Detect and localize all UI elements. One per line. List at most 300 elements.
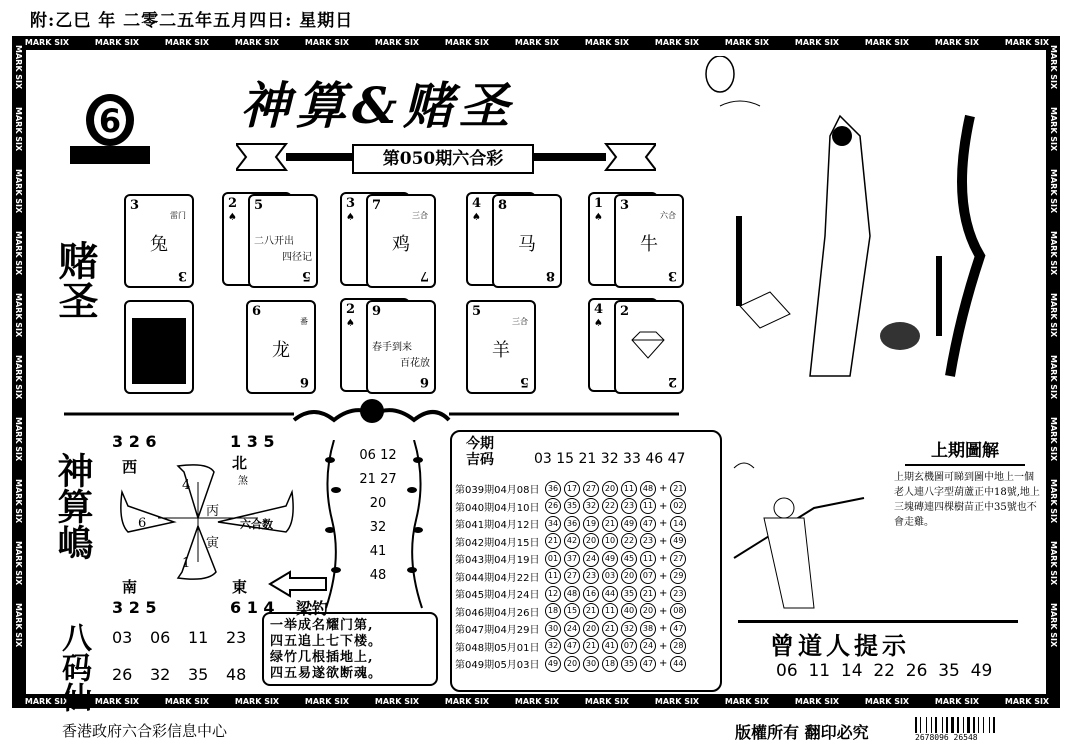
- jinqi-label: [466, 436, 494, 468]
- mark-six-label: MARK SIX: [14, 230, 23, 276]
- mark-six-label: MARK SIX: [234, 38, 280, 47]
- playing-card-front: [366, 194, 436, 288]
- history-ball: 18: [545, 603, 561, 619]
- vine-number: 32: [369, 520, 387, 535]
- history-special-ball: 44: [670, 656, 686, 672]
- mark-six-label: MARK SIX: [1049, 44, 1058, 90]
- history-label: 第039期04月08日: [455, 485, 540, 497]
- history-ball: 49: [621, 516, 637, 532]
- history-ball: 36: [545, 481, 561, 497]
- mark-six-label: MARK SIX: [374, 38, 420, 47]
- plus-sign: +: [659, 535, 668, 547]
- plus-sign: +: [659, 658, 668, 670]
- mark-six-label: MARK SIX: [164, 697, 210, 706]
- barcode-bar: [920, 717, 921, 733]
- card-number: 3: [620, 198, 630, 213]
- cross-yin: 寅: [206, 536, 220, 551]
- cross-sha: 煞: [238, 476, 248, 487]
- jinqi-label-b: 吉码: [466, 452, 494, 468]
- vine-numbers: [346, 448, 410, 592]
- daoren-numbers: 06 11 14 22 26 35 49: [776, 661, 993, 681]
- mark-six-label: MARK SIX: [1049, 478, 1058, 524]
- spade-icon: ♠: [346, 212, 355, 223]
- mark-six-label: MARK SIX: [794, 38, 840, 47]
- barcode-icon: [915, 717, 1007, 733]
- bama-number: 32: [150, 665, 171, 684]
- card-number: 9: [372, 304, 382, 319]
- mark-six-label: MARK SIX: [94, 697, 140, 706]
- history-ball: 48: [640, 481, 656, 497]
- spade-icon: ♠: [228, 212, 237, 223]
- wave-divider: [64, 398, 679, 428]
- history-ball: 11: [621, 481, 637, 497]
- barcode-bar: [983, 717, 984, 733]
- history-ball: 07: [621, 638, 637, 654]
- barcode-bar: [967, 717, 970, 733]
- history-special-ball: 29: [670, 568, 686, 584]
- history-ball: 03: [602, 568, 618, 584]
- mark-six-label: MARK SIX: [14, 168, 23, 214]
- mark-six-label: MARK SIX: [584, 697, 630, 706]
- history-row: [455, 568, 710, 586]
- history-ball: 22: [621, 533, 637, 549]
- playing-card-front: [492, 194, 562, 288]
- cross-west: 西: [122, 458, 138, 476]
- card-number-bottom: 8: [545, 268, 555, 283]
- mark-six-label: MARK SIX: [1049, 602, 1058, 648]
- bama-number: 06: [150, 628, 171, 647]
- history-ball: 16: [583, 586, 599, 602]
- history-ball: 38: [640, 621, 656, 637]
- history-ball: 37: [564, 551, 580, 567]
- history-ball: 23: [621, 498, 637, 514]
- card-number: 6: [252, 304, 262, 319]
- page-title: 神算&赌圣: [240, 76, 516, 135]
- card-number: 7: [130, 304, 140, 319]
- playing-card-front: [614, 194, 684, 288]
- cross-num-1: 1: [182, 556, 191, 571]
- barcode-bar: [942, 717, 943, 733]
- spade-icon: ♠: [594, 318, 603, 329]
- plus-sign: +: [659, 483, 668, 495]
- mark-six-label: MARK SIX: [374, 697, 420, 706]
- poem-line: 四五追上七下楼。: [270, 634, 383, 649]
- history-ball: 20: [640, 603, 656, 619]
- cross-south: 南: [122, 578, 138, 596]
- card-number: 8: [498, 198, 508, 213]
- last-issue-heading: 上期圖解: [905, 436, 1025, 466]
- cross-bing: 丙: [206, 504, 220, 519]
- history-ball: 41: [602, 638, 618, 654]
- playing-card-front: [246, 300, 316, 394]
- playing-card-front: [124, 300, 194, 394]
- mark-six-label: MARK SIX: [864, 697, 910, 706]
- bama-number: 35: [188, 665, 209, 684]
- card-number: 2: [620, 304, 630, 319]
- history-ball: 32: [583, 498, 599, 514]
- history-ball: 20: [583, 533, 599, 549]
- jinqi-numbers: 03 15 21 32 33 46 47: [534, 451, 686, 467]
- history-ball: 11: [545, 568, 561, 584]
- diamond-icon: [628, 330, 668, 360]
- card-text-line: 二八开出: [254, 236, 294, 247]
- spade-icon: ♠: [594, 212, 603, 223]
- mark-six-label: MARK SIX: [724, 697, 770, 706]
- history-label: 第046期04月26日: [455, 607, 540, 619]
- cross-north: 北: [232, 454, 248, 472]
- card-text-line: 四径记: [282, 252, 312, 263]
- card-tag: 六合: [660, 211, 676, 220]
- history-ball: 36: [564, 516, 580, 532]
- bama-number: 26: [112, 665, 133, 684]
- poem-label: 梁钓: [296, 599, 329, 618]
- dusheng-label: 赌圣: [52, 240, 99, 320]
- mark-six-label: MARK SIX: [1049, 416, 1058, 462]
- playing-card-front: [366, 300, 436, 394]
- history-ball: 45: [621, 551, 637, 567]
- mark-six-label: MARK SIX: [1049, 106, 1058, 152]
- history-ball: 11: [640, 551, 656, 567]
- history-ball: 21: [583, 638, 599, 654]
- spade-icon: ♠: [346, 318, 355, 329]
- cross-bottom-right-numbers: 6 1 4: [230, 598, 275, 617]
- vine-number: 21 27: [359, 472, 397, 487]
- mark-six-label: MARK SIX: [24, 697, 70, 706]
- cross-heshu: 六合数: [240, 518, 273, 531]
- date-line: 附:乙巳 年 二零二五年五月四日: 星期日: [30, 11, 354, 31]
- mark-six-label: MARK SIX: [1049, 230, 1058, 276]
- card-zodiac: 羊: [492, 340, 510, 361]
- barcode-bar: [946, 717, 948, 733]
- history-row: [455, 498, 710, 516]
- history-special-ball: 14: [670, 516, 686, 532]
- mark-six-label: MARK SIX: [1049, 292, 1058, 338]
- history-ball: 35: [621, 586, 637, 602]
- issue-title: 第050期六合彩: [352, 144, 534, 174]
- history-label: 第040期04月10日: [455, 502, 540, 514]
- bama-number: 23: [226, 628, 247, 647]
- history-ball: 19: [583, 516, 599, 532]
- barcode-bar: [935, 717, 937, 733]
- history-special-ball: 49: [670, 533, 686, 549]
- history-special-ball: 47: [670, 621, 686, 637]
- barcode-bar: [951, 717, 954, 733]
- history-ball: 20: [602, 481, 618, 497]
- history-ball: 21: [602, 516, 618, 532]
- history-ball: 12: [545, 586, 561, 602]
- card-number: 3: [346, 196, 356, 211]
- plus-sign: +: [659, 640, 668, 652]
- barcode-bar: [931, 717, 932, 733]
- history-ball: 24: [640, 638, 656, 654]
- history-ball: 30: [545, 621, 561, 637]
- poem-box: [262, 612, 438, 686]
- footer-source: 香港政府六合彩信息中心: [62, 722, 228, 740]
- mark-six-label: MARK SIX: [584, 38, 630, 47]
- card-number-bottom: 2: [667, 374, 677, 389]
- bama-number: 03: [112, 628, 133, 647]
- history-label: 第049期05月03日: [455, 660, 540, 672]
- mark-six-label: MARK SIX: [14, 602, 23, 648]
- mark-six-label: MARK SIX: [14, 354, 23, 400]
- history-ball: 47: [640, 656, 656, 672]
- mark-six-label: MARK SIX: [934, 697, 980, 706]
- history-row: [455, 515, 710, 533]
- mark-six-label: MARK SIX: [1049, 168, 1058, 214]
- history-ball: 21: [602, 621, 618, 637]
- history-special-ball: 02: [670, 498, 686, 514]
- history-row: [455, 550, 710, 568]
- history-ball: 27: [583, 481, 599, 497]
- history-ball: 11: [602, 603, 618, 619]
- cross-bottom-left-numbers: 3 2 5: [112, 598, 157, 617]
- card-number-bottom: 6: [299, 374, 309, 389]
- history-ball: 21: [583, 603, 599, 619]
- history-ball: 40: [621, 603, 637, 619]
- history-ball: 17: [564, 481, 580, 497]
- history-ball: 32: [545, 638, 561, 654]
- history-ball: 10: [602, 533, 618, 549]
- card-number: 2: [346, 302, 356, 317]
- poem-line: 绿竹几根插地上,: [270, 650, 374, 665]
- cross-num-6: 6: [138, 516, 147, 531]
- card-number-bottom: 6: [419, 374, 429, 389]
- history-label: 第042期04月15日: [455, 537, 540, 549]
- history-ball: 20: [564, 656, 580, 672]
- mark-six-label: MARK SIX: [724, 38, 770, 47]
- jinqi-label-a: 今期: [466, 436, 494, 452]
- vine-number: 48: [369, 568, 387, 583]
- history-label: 第047期04月29日: [455, 625, 540, 637]
- history-ball: 23: [583, 568, 599, 584]
- history-ball: 20: [583, 621, 599, 637]
- playing-card-front: [466, 300, 536, 394]
- plus-sign: +: [659, 518, 668, 530]
- history-ball: 30: [583, 656, 599, 672]
- vine-number: 06 12: [359, 448, 397, 463]
- card-tag: 三合: [412, 211, 428, 220]
- mark-six-label: MARK SIX: [1004, 697, 1050, 706]
- card-number: 4: [472, 196, 482, 211]
- daoren-divider: [738, 620, 1018, 623]
- card-zodiac: 兔: [150, 234, 168, 255]
- plus-sign: +: [659, 553, 668, 565]
- history-ball: 34: [545, 516, 561, 532]
- card-number-bottom: 5: [301, 268, 311, 283]
- poem-line: 一举成名耀门第,: [270, 618, 374, 633]
- daoren-heading: 曾道人提示: [770, 631, 910, 660]
- history-row: [455, 533, 710, 551]
- mark-six-label: MARK SIX: [14, 416, 23, 462]
- history-ball: 35: [564, 498, 580, 514]
- bama-label: 八码仙: [56, 622, 91, 712]
- history-ball: 24: [564, 621, 580, 637]
- mark-six-label: MARK SIX: [514, 38, 560, 47]
- history-ball: 22: [602, 498, 618, 514]
- history-ball: 11: [640, 498, 656, 514]
- shensuan-label: 神算嶋: [52, 452, 94, 560]
- mark-six-label: MARK SIX: [304, 697, 350, 706]
- barcode-bar: [993, 717, 995, 733]
- history-ball: 49: [545, 656, 561, 672]
- last-issue-text: 上期玄機圖可睇到圖中地上一個老人連八字型葫蘆正中18號,地上三塊磚連四棵樹苗正中35號也不會走雞。: [894, 472, 1040, 528]
- history-ball: 49: [602, 551, 618, 567]
- history-label: 第044期04月22日: [455, 572, 540, 584]
- history-table: [455, 480, 710, 673]
- mark-six-label: MARK SIX: [14, 478, 23, 524]
- mark-six-label: MARK SIX: [444, 697, 490, 706]
- history-special-ball: 08: [670, 603, 686, 619]
- barcode-bar: [963, 717, 964, 733]
- card-tag: 三合: [512, 317, 528, 326]
- barcode-bar: [989, 717, 990, 733]
- mark-six-label: MARK SIX: [514, 697, 560, 706]
- svg-text:6: 6: [98, 102, 122, 140]
- mark-six-label: MARK SIX: [14, 292, 23, 338]
- border-left-strip: [14, 36, 23, 656]
- playing-card-front: [248, 194, 318, 288]
- history-label: 第041期04月12日: [455, 520, 540, 532]
- card-number-bottom: 5: [519, 374, 529, 389]
- cross-top-right-numbers: 1 3 5: [230, 432, 275, 451]
- history-ball: 47: [564, 638, 580, 654]
- card-text-line: 春手到来: [372, 342, 412, 353]
- mark-six-label: MARK SIX: [94, 38, 140, 47]
- mark-six-label: MARK SIX: [164, 38, 210, 47]
- history-label: 第045期04月24日: [455, 590, 540, 602]
- history-special-ball: 23: [670, 586, 686, 602]
- border-right-strip: [1049, 36, 1058, 656]
- history-ball: 24: [583, 551, 599, 567]
- history-special-ball: 27: [670, 551, 686, 567]
- poem-line: 四五易遂欲断魂。: [270, 666, 383, 681]
- mark-six-label: MARK SIX: [1049, 540, 1058, 586]
- cross-east: 東: [232, 578, 248, 596]
- history-ball: 18: [602, 656, 618, 672]
- old-man-illustration: [724, 448, 894, 613]
- mark-six-label: MARK SIX: [654, 697, 700, 706]
- history-row: [455, 655, 710, 673]
- plus-sign: +: [659, 570, 668, 582]
- barcode-bar: [973, 717, 975, 733]
- history-row: [455, 603, 710, 621]
- plus-sign: +: [659, 623, 668, 635]
- mark-six-label: MARK SIX: [24, 38, 70, 47]
- history-row: [455, 585, 710, 603]
- history-ball: 48: [564, 586, 580, 602]
- playing-card-front: [614, 300, 684, 394]
- history-ball: 01: [545, 551, 561, 567]
- card-number-bottom: 3: [667, 268, 677, 283]
- card-number: 5: [472, 304, 482, 319]
- history-ball: 32: [621, 621, 637, 637]
- six-logo-icon: [70, 88, 150, 166]
- card-text-line: 百花放: [400, 358, 430, 369]
- barcode-bar: [978, 717, 979, 733]
- mark-six-label: MARK SIX: [654, 38, 700, 47]
- border-bottom-strip: [12, 697, 1062, 706]
- plus-sign: +: [659, 500, 668, 512]
- card-number: 2: [228, 196, 238, 211]
- mark-six-label: MARK SIX: [234, 697, 280, 706]
- card-zodiac: 马: [518, 234, 536, 255]
- mark-six-label: MARK SIX: [934, 38, 980, 47]
- barcode-bar: [926, 717, 927, 733]
- plus-sign: +: [659, 605, 668, 617]
- history-row: [455, 480, 710, 498]
- history-ball: 07: [640, 568, 656, 584]
- history-ball: 27: [564, 568, 580, 584]
- card-number: 1: [594, 196, 604, 211]
- bama-number: 11: [188, 628, 209, 647]
- history-special-ball: 21: [670, 481, 686, 497]
- card-zodiac: 牛: [640, 234, 658, 255]
- mark-six-label: MARK SIX: [14, 44, 23, 90]
- history-ball: 44: [602, 586, 618, 602]
- mark-six-label: MARK SIX: [1004, 38, 1050, 47]
- vine-number: 41: [369, 544, 387, 559]
- history-ball: 35: [621, 656, 637, 672]
- history-label: 第043期04月19日: [455, 555, 540, 567]
- card-tag: 雷门: [170, 211, 186, 220]
- card-tag: 番: [300, 317, 308, 326]
- spade-icon: ♠: [472, 212, 481, 223]
- history-ball: 21: [545, 533, 561, 549]
- barcode-bar: [957, 717, 959, 733]
- scholar-illustration: [700, 56, 1040, 386]
- card-number-bottom: 7: [419, 268, 429, 283]
- history-row: [455, 638, 710, 656]
- history-ball: 23: [640, 533, 656, 549]
- history-ball: 15: [564, 603, 580, 619]
- mark-six-label: MARK SIX: [14, 106, 23, 152]
- card-number: 3: [130, 198, 140, 213]
- history-special-ball: 28: [670, 638, 686, 654]
- border-top-strip: [12, 38, 1062, 47]
- footer-copyright: 版權所有 翻印必究: [735, 723, 869, 742]
- barcode-number: 2678096 26548: [915, 733, 978, 742]
- history-row: [455, 620, 710, 638]
- card-zodiac: 鸡: [392, 234, 410, 255]
- history-ball: 21: [640, 586, 656, 602]
- card-number: 4: [594, 302, 604, 317]
- cross-top-left-numbers: 3 2 6: [112, 432, 157, 451]
- mark-six-label: MARK SIX: [864, 38, 910, 47]
- barcode-bar: [915, 717, 917, 733]
- history-ball: 26: [545, 498, 561, 514]
- plus-sign: +: [659, 588, 668, 600]
- history-label: 第048期05月01日: [455, 642, 540, 654]
- cross-num-4: 4: [182, 478, 191, 493]
- mark-six-label: MARK SIX: [794, 697, 840, 706]
- card-number-bottom: 3: [177, 268, 187, 283]
- card-zodiac: 龙: [272, 340, 290, 361]
- mark-six-label: MARK SIX: [1049, 354, 1058, 400]
- bama-numbers: [112, 628, 262, 684]
- history-ball: 20: [621, 568, 637, 584]
- playing-card-front: [124, 194, 194, 288]
- card-number: 7: [372, 198, 382, 213]
- mark-six-label: MARK SIX: [304, 38, 350, 47]
- vine-number: 20: [369, 496, 387, 511]
- mark-six-label: MARK SIX: [14, 540, 23, 586]
- ink-blot: [132, 318, 186, 384]
- bama-number: 48: [226, 665, 247, 684]
- history-ball: 47: [640, 516, 656, 532]
- mark-six-label: MARK SIX: [444, 38, 490, 47]
- card-number: 5: [254, 198, 264, 213]
- history-ball: 42: [564, 533, 580, 549]
